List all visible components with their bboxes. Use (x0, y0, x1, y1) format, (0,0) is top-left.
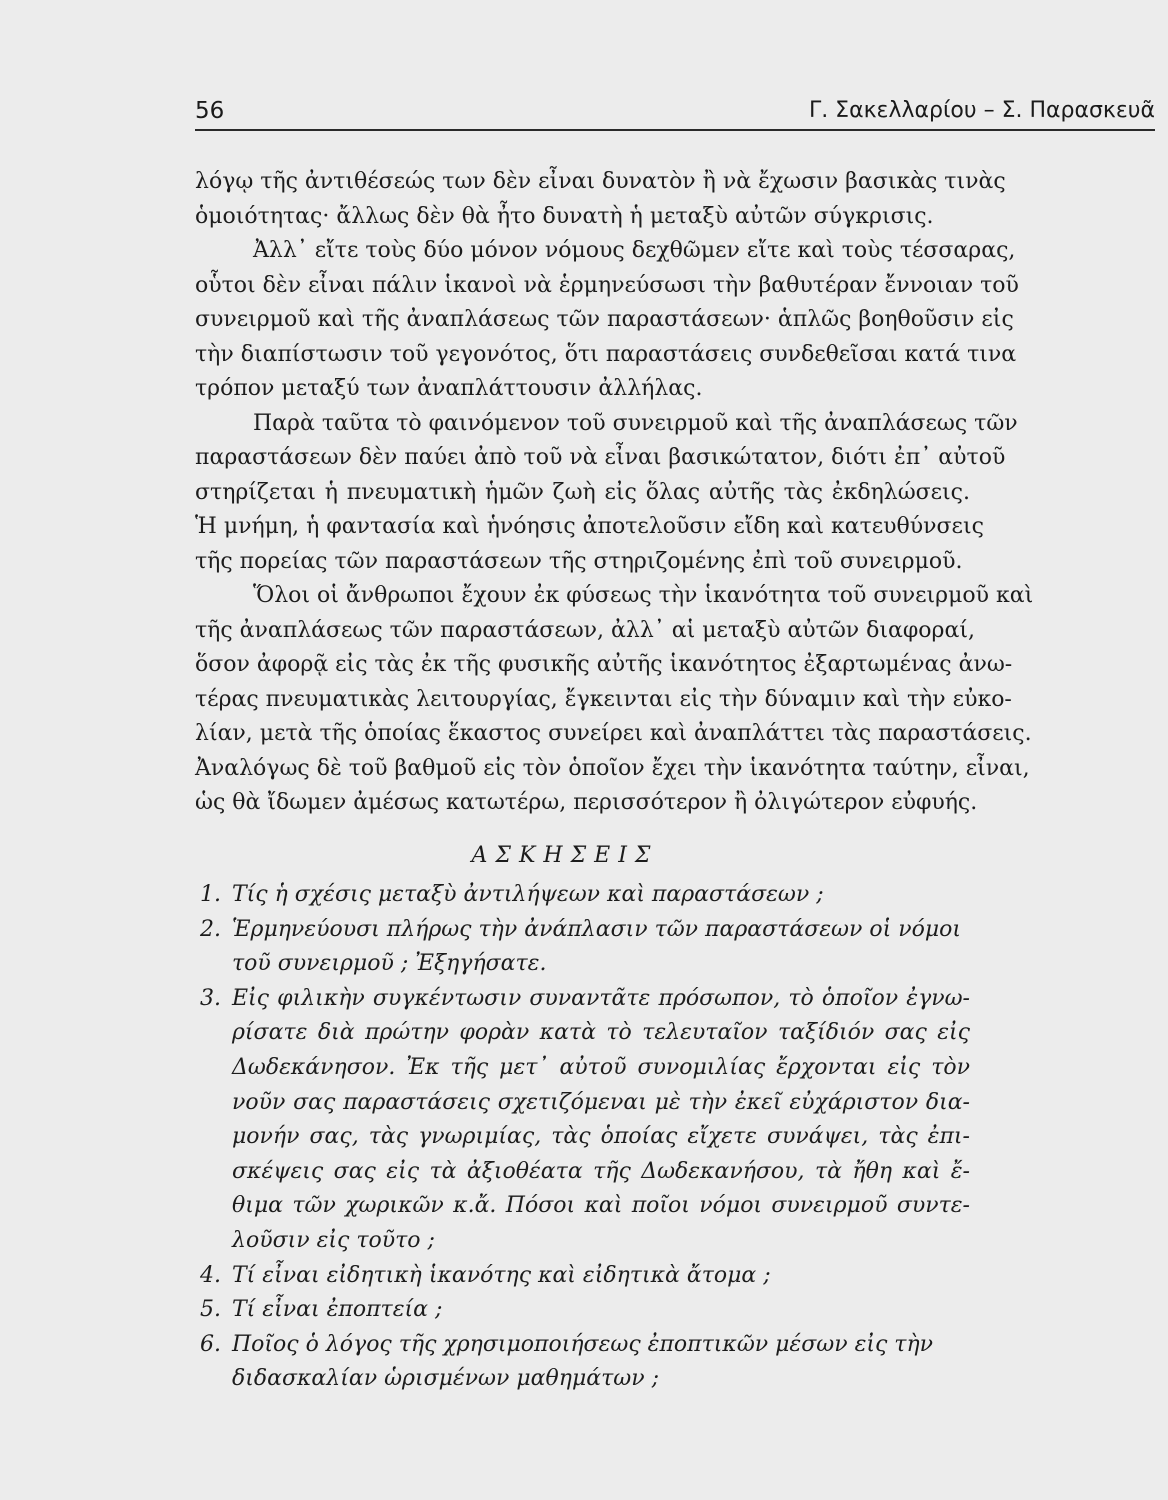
exercise-continuation (195, 1051, 970, 1086)
exercise-number: 6. (200, 1331, 221, 1357)
exercise-list (195, 878, 970, 1397)
exercise-number: 3. (200, 985, 221, 1011)
exercise-text: τοῦ συνειρμοῦ ; Ἐξηγήσατε. (232, 951, 547, 977)
text-line: ὅσον ἀφορᾷ εἰς τὰς ἐκ τῆς φυσικῆς αὐτῆς ἱκανότητος ἐξαρτωμένας ἀνω- (195, 652, 1013, 677)
exercise-item (195, 1259, 970, 1294)
exercise-text: διδασκαλίαν ὡρισμένων μαθημάτων ; (232, 1366, 659, 1392)
exercise-item (195, 913, 970, 948)
exercise-continuation (195, 1155, 970, 1190)
exercise-text: Ποῖος ὁ λόγος τῆς χρησιμοποιήσεως ἐποπτικῶν μέσων εἰς τὴν (232, 1331, 934, 1357)
text-line: τέρας πνευματικὰς λειτουργίας, ἔγκεινται εἰς τὴν δύναμιν καὶ τὴν εὐκο- (195, 686, 1012, 712)
page-header (195, 98, 1155, 130)
text-line: λόγῳ τῆς ἀντιθέσεώς των δὲν εἶναι δυνατὸν ἢ νὰ ἔχωσιν βασικὰς τινὰς (195, 169, 1006, 194)
exercise-number: 2. (200, 916, 221, 942)
text-line: Παρὰ ταῦτα τὸ φαινόμενον τοῦ συνειρμοῦ καὶ τῆς ἀναπλάσεως τῶν (253, 410, 1018, 436)
exercise-continuation (195, 1086, 970, 1121)
section-title: ΑΣΚΗΣΕΙΣ (471, 843, 659, 868)
text-line: Ὅλοι οἱ ἄνθρωποι ἔχουν ἐκ φύσεως τὴν ἱκανότητα τοῦ συνειρμοῦ καὶ (253, 583, 1034, 608)
text-line: συνειρμοῦ καὶ τῆς ἀναπλάσεως τῶν παραστάσεων· ἁπλῶς βοηθοῦσιν εἰς (195, 307, 1014, 332)
exercise-text: Τίς ἡ σχέσις μεταξὺ ἀντιλήψεων καὶ παραστάσεων ; (232, 882, 824, 907)
text-line: παραστάσεων δὲν παύει ἀπὸ τοῦ νὰ εἶναι βασικώτατον, διότι ἐπ᾽ αὐτοῦ (195, 445, 1006, 470)
text-line: ὁμοιότητας· ἄλλως δὲν θὰ ἦτο δυνατὴ ἡ μεταξὺ αὐτῶν σύγκρισις. (195, 203, 934, 229)
text-line: Ἀναλόγως δὲ τοῦ βαθμοῦ εἰς τὸν ὁποῖον ἔχει τὴν ἱκανότητα ταύτην, εἶναι, (195, 755, 1030, 781)
text-line: στηρίζεται ἡ πνευματικὴ ἡμῶν ζωὴ εἰς ὅλας αὐτῆς τὰς ἐκδηλώσεις. (195, 479, 970, 505)
text-line: ὡς θὰ ἴδωμεν ἀμέσως κατωτέρω, περισσότερον ἢ ὀλιγώτερον εὐφυής. (195, 790, 978, 815)
exercise-continuation (195, 1189, 970, 1224)
text-line: οὗτοι δὲν εἶναι πάλιν ἱκανοὶ νὰ ἑρμηνεύσωσι τὴν βαθυτέραν ἔννοιαν τοῦ (195, 272, 1019, 298)
exercise-text: Τί εἶναι εἰδητικὴ ἱκανότης καὶ εἰδητικὰ ἄτομα ; (232, 1262, 771, 1288)
text-line: τῆς ἀναπλάσεως τῶν παραστάσεων, ἀλλ᾽ αἱ μεταξὺ αὐτῶν διαφοραί, (195, 617, 975, 643)
exercise-text: Δωδεκάνησον. Ἐκ τῆς μετ᾽ αὐτοῦ συνομιλίας ἔρχονται εἰς τὸν (232, 1054, 970, 1080)
exercise-text: νοῦν σας παραστάσεις σχετιζόμεναι μὲ τὴν ἐκεῖ εὐχάριστον δια- (232, 1089, 970, 1115)
exercise-text: σκέψεις σας εἰς τὰ ἀξιοθέατα τῆς Δωδεκανήσου, τὰ ἤθη καὶ ἔ- (232, 1158, 970, 1184)
exercise-number: 1. (200, 882, 221, 907)
exercise-text: θιμα τῶν χωρικῶν κ.ἄ. Πόσοι καὶ ποῖοι νόμοι συνειρμοῦ συντε- (232, 1193, 970, 1219)
exercise-text: Τί εἶναι ἐποπτεία ; (232, 1297, 443, 1323)
exercise-text: ρίσατε διὰ πρώτην φορὰν κατὰ τὸ τελευταῖον ταξίδιόν σας εἰς (232, 1020, 970, 1046)
exercise-item (195, 878, 970, 913)
exercise-continuation (195, 1224, 970, 1259)
running-head: Γ. Σακελλαρίου – Σ. Παρασκευᾶ (808, 98, 1155, 123)
exercise-text: λοῦσιν εἰς τοῦτο ; (232, 1227, 435, 1253)
text-line: τρόπον μεταξύ των ἀναπλάττουσιν ἀλλήλας. (195, 376, 703, 401)
exercise-continuation (195, 1362, 970, 1397)
body-text (195, 165, 1034, 821)
exercise-item (195, 1328, 970, 1363)
exercise-continuation (195, 1120, 970, 1155)
exercise-number: 4. (200, 1262, 221, 1288)
text-line: λίαν, μετὰ τῆς ὁποίας ἕκαστος συνείρει καὶ ἀναπλάττει τὰς παραστάσεις. (195, 721, 1032, 746)
exercise-item (195, 1293, 970, 1328)
exercise-number: 5. (200, 1297, 221, 1323)
text-line: τὴν διαπίστωσιν τοῦ γεγονότος, ὅτι παραστάσεις συνδεθεῖσαι κατά τινα (195, 341, 1017, 367)
exercise-text: Εἰς φιλικὴν συγκέντωσιν συναντᾶτε πρόσωπον, τὸ ὁποῖον ἐγνω- (232, 985, 970, 1011)
exercise-item (195, 982, 970, 1017)
header-rule (195, 129, 1155, 131)
text-line: τῆς πορείας τῶν παραστάσεων τῆς στηριζομένης ἐπὶ τοῦ συνειρμοῦ. (195, 548, 963, 574)
exercise-text: μονήν σας, τὰς γνωριμίας, τὰς ὁποίας εἴχετε συνάψει, τὰς ἐπι- (232, 1124, 970, 1150)
text-line: Ἀλλ᾽ εἴτε τοὺς δύο μόνον νόμους δεχθῶμεν εἴτε καὶ τοὺς τέσσαρας, (253, 238, 1016, 263)
exercise-continuation (195, 947, 970, 982)
text-line: Ἡ μνήμη, ἡ φαντασία καὶ ἡνόησις ἀποτελοῦσιν εἴδη καὶ κατευθύνσεις (195, 514, 984, 539)
exercise-continuation (195, 1016, 970, 1051)
exercise-text: Ἑρμηνεύουσι πλήρως τὴν ἀνάπλασιν τῶν παραστάσεων οἱ νόμοι (232, 916, 961, 942)
page-number: 56 (195, 98, 225, 124)
